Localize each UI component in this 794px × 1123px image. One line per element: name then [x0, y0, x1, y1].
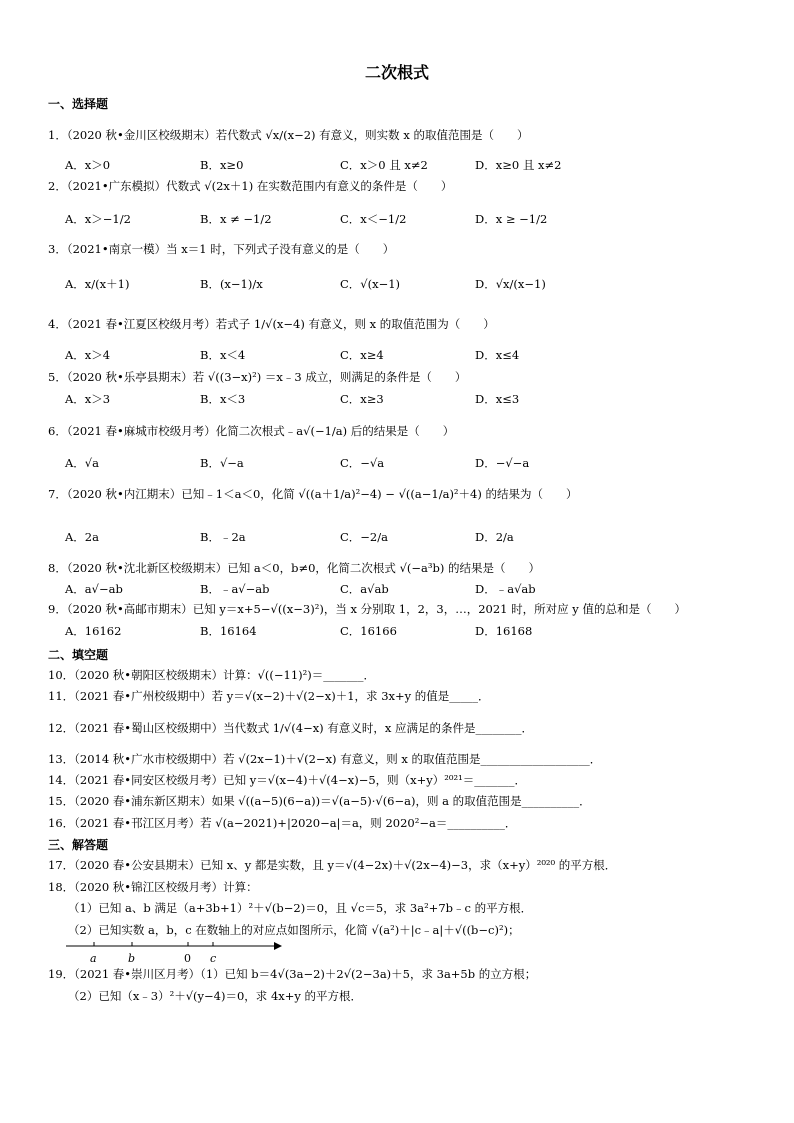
- option-a: A．2a: [65, 530, 99, 544]
- section-fill: 二、填空题: [48, 648, 109, 662]
- page-title: 二次根式: [364, 63, 429, 82]
- option-c: C．x＞0 且 x≠2: [340, 158, 428, 172]
- option-c: C．√(x−1): [340, 277, 401, 291]
- number-line-figure: [62, 934, 282, 970]
- question-11: 11．（2021 春•广州校级期中）若 y＝√(x−2)＋√(2−x)＋1，求 3x+y 的值是_____．: [48, 689, 490, 703]
- question-7: 7．（2020 秋•内江期末）已知﹣1＜a＜0，化简 √((a＋1/a)²−4) − √((a−1/a)²＋4) 的结果为（ ）: [48, 487, 578, 501]
- option-a: A．a√−ab: [65, 582, 123, 596]
- option-d: D．2/a: [475, 530, 514, 544]
- question-13: 13．（2014 秋•广水市校级期中）若 √(2x−1)＋√(2−x) 有意义，则 x 的取值范围是___________________．: [48, 752, 602, 766]
- option-a: A．x＞3: [65, 392, 111, 406]
- option-c: C．x≥4: [340, 348, 384, 362]
- option-c: C．a√ab: [340, 582, 389, 596]
- option-a: A．16162: [65, 624, 122, 638]
- question-14: 14．（2021 春•同安区校级月考）已知 y＝√(x−4)＋√(4−x)−5，则（x+y）²⁰²¹＝_______．: [48, 773, 526, 787]
- question-1: 1．（2020 秋•金川区校级期末）若代数式 √x/(x−2) 有意义，则实数 x 的取值范围是（ ）: [48, 128, 529, 142]
- option-b: B．16164: [200, 624, 257, 638]
- question-19-part-2: （2）已知（x﹣3）²＋√(y−4)＝0，求 4x+y 的平方根．: [68, 989, 363, 1003]
- option-b: B．﹣2a: [200, 530, 246, 544]
- section-answer: 三、解答题: [48, 838, 109, 852]
- option-a: A．x＞0: [65, 158, 111, 172]
- label-a: a: [90, 952, 97, 965]
- option-d: D．x≤4: [475, 348, 520, 362]
- option-c: C．16166: [340, 624, 397, 638]
- option-d: D．x≥0 且 x≠2: [475, 158, 562, 172]
- section-choice: 一、选择题: [48, 97, 109, 111]
- question-16: 16．（2021 春•邗江区月考）若 √(a−2021)+|2020−a|＝a，则 2020²−a＝__________．: [48, 816, 517, 830]
- option-c: C．−2/a: [340, 530, 388, 544]
- option-c: C．−√a: [340, 456, 385, 470]
- option-d: D．√x/(x−1): [475, 277, 546, 291]
- label-zero: 0: [184, 952, 191, 965]
- question-15: 15．（2020 春•浦东新区期末）如果 √((a−5)(6−a))＝√(a−5)·√(6−a)，则 a 的取值范围是__________．: [48, 794, 591, 808]
- option-d: D．x ≥ −1/2: [475, 212, 548, 226]
- option-b: B．﹣a√−ab: [200, 582, 270, 596]
- option-d: D．16168: [475, 624, 533, 638]
- question-17: 17．（2020 春•公安县期末）已知 x、y 都是实数，且 y＝√(4−2x)＋√(2x−4)−3，求（x+y）²⁰²⁰ 的平方根．: [48, 858, 617, 872]
- label-c: c: [210, 952, 217, 965]
- option-c: C．x≥3: [340, 392, 384, 406]
- option-a: A．x＞−1/2: [65, 212, 131, 226]
- question-8: 8．（2020 秋•沈北新区校级期末）已知 a＜0，b≠0，化简二次根式 √(−a³b) 的结果是（ ）: [48, 561, 540, 575]
- question-10: 10．（2020 秋•朝阳区校级期末）计算：√((−11)²)＝_______．: [48, 668, 375, 682]
- arrow-right-icon: [274, 942, 282, 950]
- question-4: 4．（2021 春•江夏区校级月考）若式子 1/√(x−4) 有意义，则 x 的取值范围为（ ）: [48, 317, 495, 331]
- option-b: B．x＜3: [200, 392, 246, 406]
- question-2: 2．（2021•广东模拟）代数式 √(2x＋1) 在实数范围内有意义的条件是（ ）: [48, 179, 453, 193]
- option-d: D．x≤3: [475, 392, 520, 406]
- question-12: 12．（2021 春•蜀山区校级期中）当代数式 1/√(4−x) 有意义时，x 应满足的条件是________．: [48, 721, 533, 735]
- option-a: A．x＞4: [65, 348, 111, 362]
- option-d: D．﹣a√ab: [475, 582, 536, 596]
- question-18-part-2: （2）已知实数 a，b，c 在数轴上的对应点如图所示，化简 √(a²)＋|c﹣a|＋√((b−c)²)；: [68, 923, 520, 937]
- option-b: B．x≥0: [200, 158, 244, 172]
- question-18: 18．（2020 秋•锦江区校级月考）计算：: [48, 880, 258, 894]
- option-a: A．x/(x＋1): [65, 277, 130, 291]
- question-5: 5．（2020 秋•乐亭县期末）若 √((3−x)²) ＝x﹣3 成立，则满足的条件是（ ）: [48, 370, 467, 384]
- option-c: C．x＜−1/2: [340, 212, 407, 226]
- question-3: 3．（2021•南京一模）当 x＝1 时，下列式子没有意义的是（ ）: [48, 242, 395, 256]
- option-b: B．√−a: [200, 456, 244, 470]
- option-b: B．x＜4: [200, 348, 246, 362]
- label-b: b: [128, 952, 136, 965]
- option-d: D．−√−a: [475, 456, 530, 470]
- option-b: B．(x−1)/x: [200, 277, 263, 291]
- question-19: 19．（2021 春•崇川区月考）（1）已知 b＝4√(3a−2)＋2√(2−3a)＋5，求 3a+5b 的立方根；: [48, 967, 537, 981]
- question-18-part-1: （1）已知 a、b 满足（a+3b+1）²＋√(b−2)＝0，且 √c＝5，求 3a²+7b﹣c 的平方根．: [68, 901, 533, 915]
- question-6: 6．（2021 春•麻城市校级月考）化简二次根式﹣a√(−1/a) 后的结果是（ ）: [48, 424, 455, 438]
- question-9: 9．（2020 秋•高邮市期末）已知 y＝x+5−√((x−3)²)，当 x 分别取 1，2，3，…，2021 时，所对应 y 值的总和是（ ）: [48, 602, 686, 616]
- option-b: B．x ≠ −1/2: [200, 212, 272, 226]
- option-a: A．√a: [65, 456, 99, 470]
